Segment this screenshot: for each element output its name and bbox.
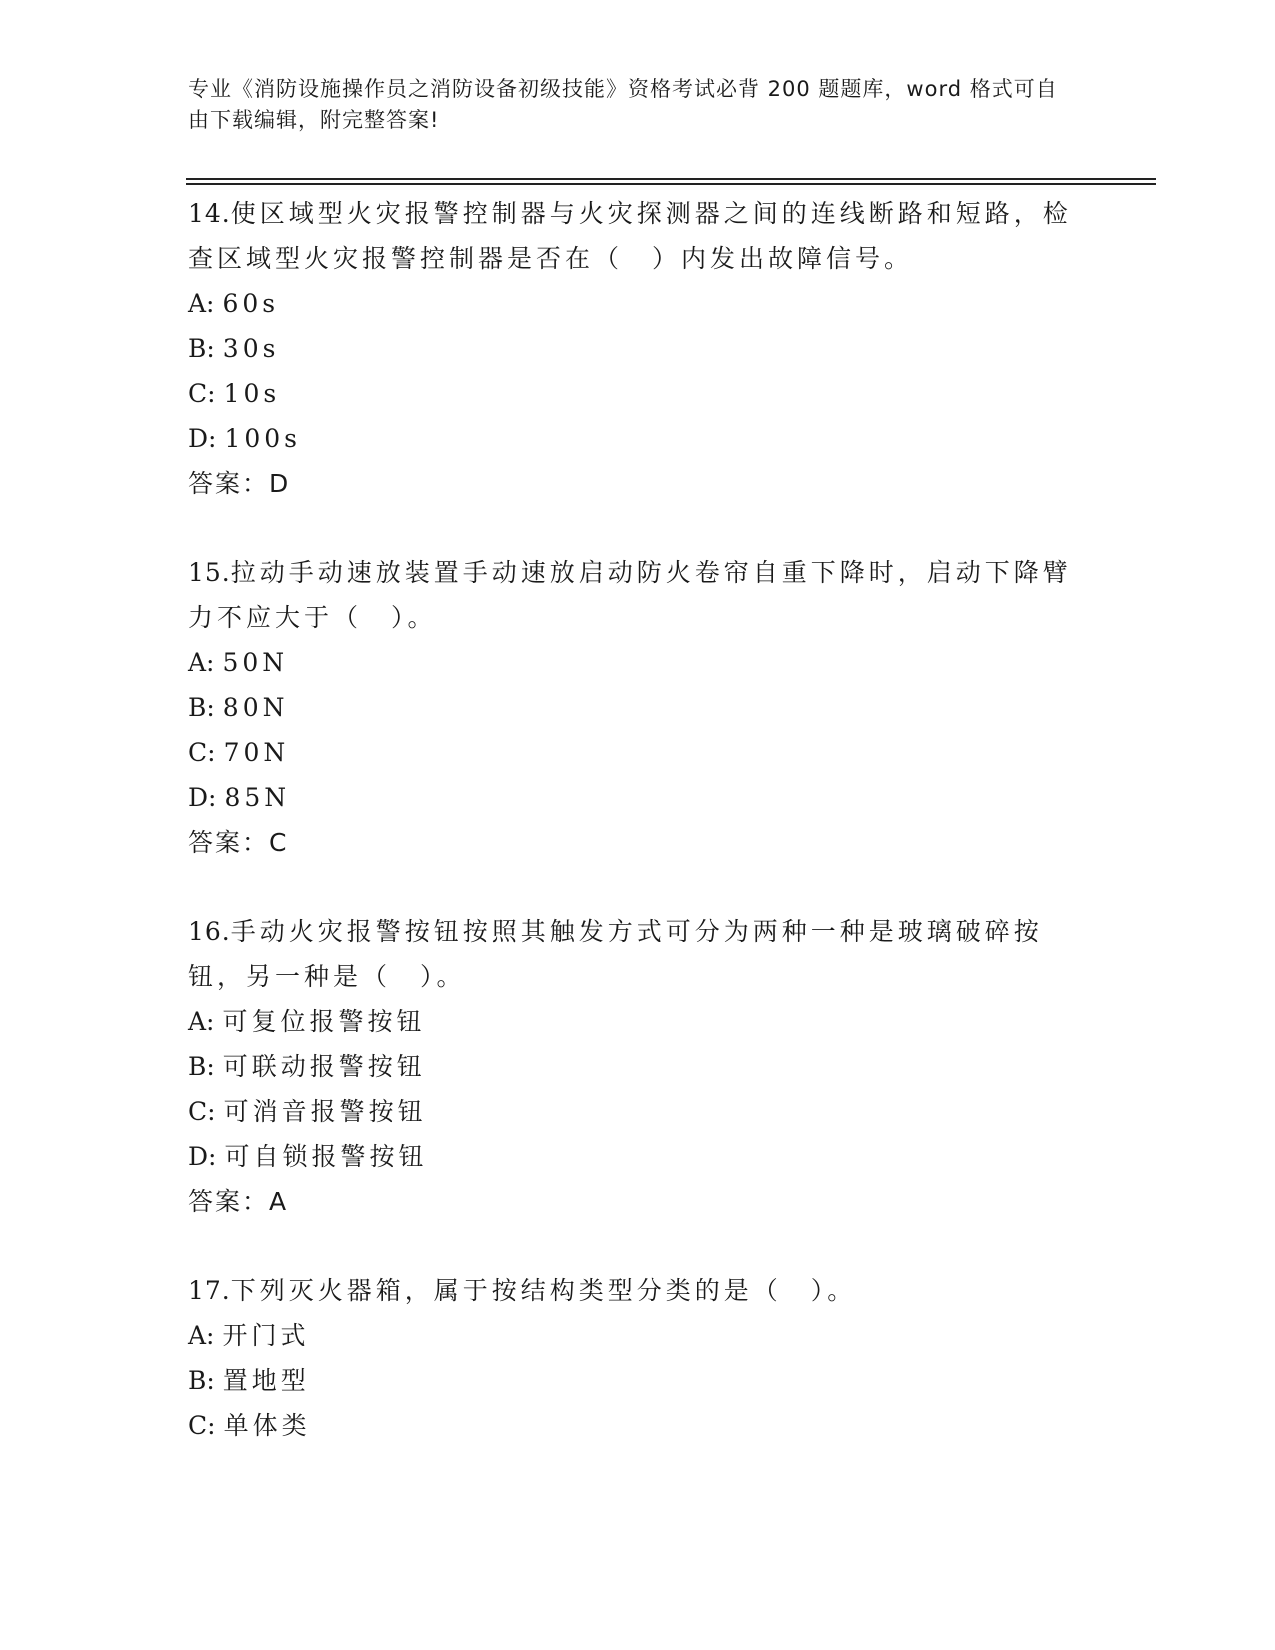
question-text: 拉动手动速放装置手动速放启动防火卷帘自重下降时，启动下降臂力不应大于（ ）。: [188, 558, 1072, 632]
option-key: B:: [188, 334, 215, 363]
question-17: [188, 1268, 1088, 1448]
question-number: 14.: [188, 199, 231, 228]
option-text: 30s: [222, 334, 280, 363]
option-text: 可复位报警按钮: [222, 1007, 426, 1036]
question-text: 手动火灾报警按钮按照其触发方式可分为两种一种是玻璃破碎按钮，另一种是（ ）。: [188, 917, 1043, 991]
option-text: 70N: [223, 738, 290, 767]
question-text: 下列灭火器箱，属于按结构类型分类的是（ ）。: [230, 1276, 857, 1305]
question-stem: [188, 550, 1088, 640]
option-a: [188, 281, 1088, 326]
option-text: 可自锁报警按钮: [224, 1142, 428, 1171]
document-header: 专业《消防设施操作员之消防设备初级技能》资格考试必背 200 题题库，word 格式可自由下载编辑，附完整答案!: [188, 77, 1058, 132]
option-text: 置地型: [222, 1366, 310, 1395]
option-key: C:: [188, 1411, 216, 1440]
option-d: [188, 416, 1088, 461]
question-stem: [188, 909, 1088, 999]
question-text: 使区域型火灾报警控制器与火灾探测器之间的连线断路和短路，检查区域型火灾报警控制器是否在（ ）内发出故障信号。: [188, 199, 1072, 273]
question-15: [188, 550, 1088, 865]
option-text: 可消音报警按钮: [223, 1097, 427, 1126]
question-16: [188, 909, 1088, 1224]
option-c: [188, 371, 1088, 416]
question-number: 17.: [188, 1276, 231, 1305]
answer-line: 答案：C: [188, 828, 289, 857]
option-c: [188, 1089, 1088, 1134]
question-stem: [188, 191, 1088, 281]
option-b: [188, 326, 1088, 371]
option-key: C:: [188, 1097, 216, 1126]
option-a: [188, 999, 1088, 1044]
option-key: C:: [188, 738, 216, 767]
question-gap: [188, 865, 1088, 909]
option-key: A:: [188, 1321, 215, 1350]
option-key: B:: [188, 693, 215, 722]
option-c: [188, 1403, 1088, 1448]
question-number: 15.: [188, 558, 231, 587]
option-text: 50N: [222, 648, 289, 677]
option-b: [188, 1358, 1088, 1403]
question-list: [188, 191, 1088, 1448]
option-a: [188, 640, 1088, 685]
question-14: [188, 191, 1088, 506]
option-key: A:: [188, 1007, 215, 1036]
option-key: B:: [188, 1366, 215, 1395]
option-key: B:: [188, 1052, 215, 1081]
option-key: D:: [188, 783, 217, 812]
option-d: [188, 1134, 1088, 1179]
header-divider-bottom: [186, 183, 1156, 185]
option-a: [188, 1313, 1088, 1358]
question-gap: [188, 1224, 1088, 1268]
question-number: 16.: [188, 917, 231, 946]
option-b: [188, 1044, 1088, 1089]
option-text: 80N: [222, 693, 289, 722]
question-stem: [188, 1268, 1088, 1313]
option-text: 100s: [224, 424, 302, 453]
option-key: A:: [188, 648, 215, 677]
option-text: 60s: [222, 289, 280, 318]
option-text: 可联动报警按钮: [222, 1052, 426, 1081]
option-key: A:: [188, 289, 215, 318]
option-d: [188, 775, 1088, 820]
answer-line: 答案：D: [188, 469, 291, 498]
header-divider-top: [186, 178, 1156, 180]
option-text: 单体类: [223, 1411, 311, 1440]
option-key: C:: [188, 379, 216, 408]
answer-line: 答案：A: [188, 1187, 289, 1216]
option-text: 10s: [223, 379, 281, 408]
option-key: D:: [188, 424, 217, 453]
option-c: [188, 730, 1088, 775]
option-text: 85N: [224, 783, 291, 812]
option-text: 开门式: [222, 1321, 310, 1350]
option-b: [188, 685, 1088, 730]
option-key: D:: [188, 1142, 217, 1171]
question-gap: [188, 506, 1088, 550]
